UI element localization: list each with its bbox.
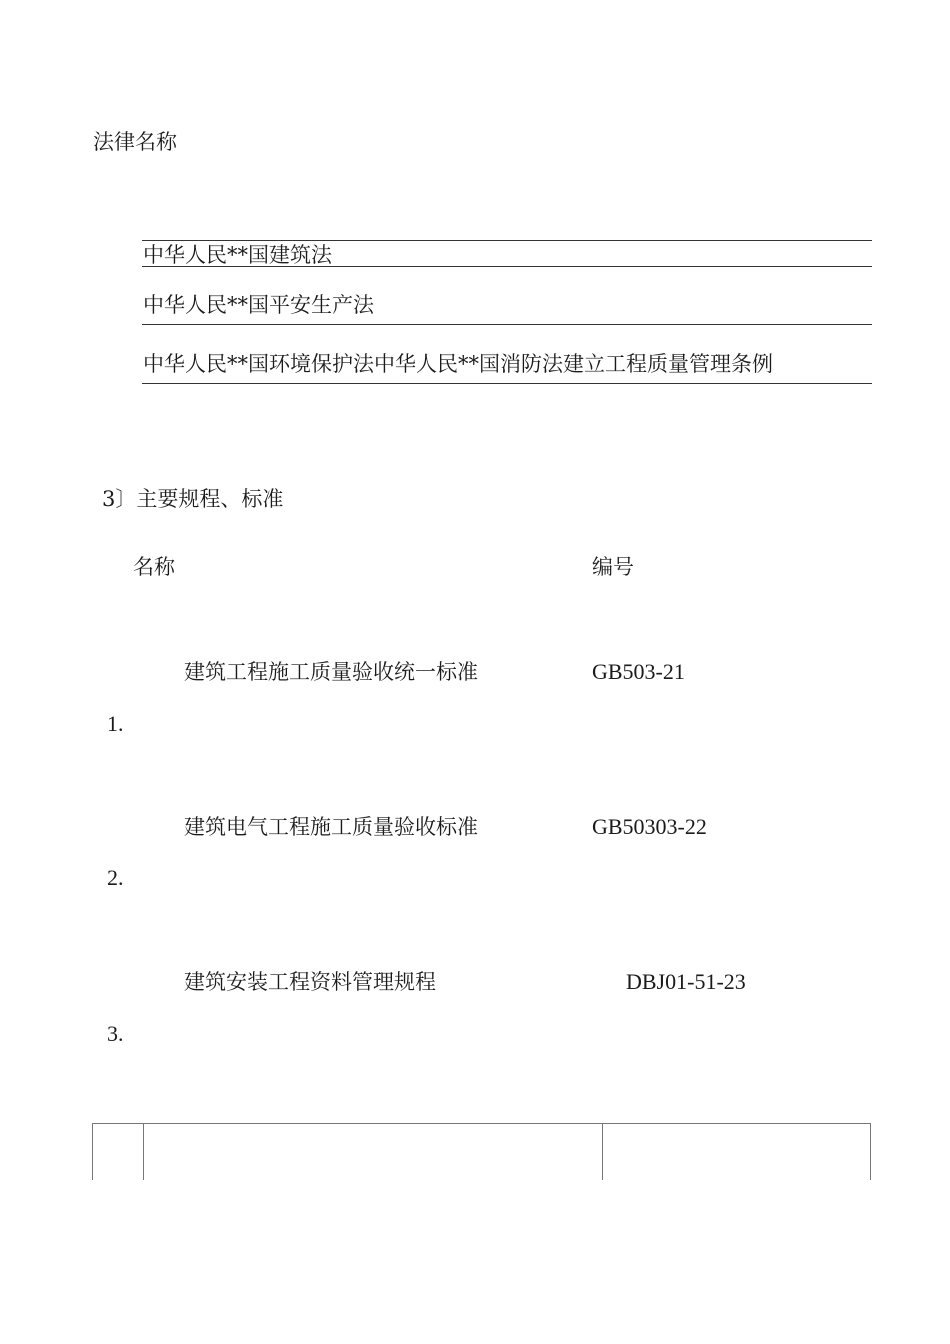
standard-index-2: 2.: [107, 865, 124, 890]
law-item-3: 中华人民**国环境保护法中华人民**国消防法建立工程质量管理条例: [143, 352, 773, 376]
standard-code-2: GB50303-22: [592, 814, 707, 839]
table-column-border: [870, 1123, 871, 1180]
standard-code-1: GB503-21: [592, 659, 685, 684]
table-column-border: [143, 1123, 144, 1180]
law-divider: [142, 240, 872, 241]
standard-name-3: 建筑安装工程资料管理规程: [184, 970, 436, 994]
standard-index-1: 1.: [107, 711, 124, 736]
table-column-border: [602, 1123, 603, 1180]
standard-index-3: 3.: [107, 1021, 124, 1046]
law-divider: [142, 383, 872, 384]
law-item-1: 中华人民**国建筑法: [143, 243, 332, 267]
law-item-2: 中华人民**国平安生产法: [143, 293, 374, 317]
standard-code-3: DBJ01-51-23: [626, 969, 746, 994]
table-top-border: [92, 1123, 871, 1124]
table-column-border: [92, 1123, 93, 1180]
column-header-name: 名称: [133, 555, 175, 579]
standards-heading: 3〕主要规程、标准: [102, 487, 284, 511]
standard-name-2: 建筑电气工程施工质量验收标准: [184, 815, 478, 839]
standard-name-1: 建筑工程施工质量验收统一标准: [184, 660, 478, 684]
law-divider: [142, 324, 872, 325]
laws-heading: 法律名称: [93, 130, 177, 154]
law-divider: [142, 266, 872, 267]
column-header-code: 编号: [592, 555, 634, 579]
